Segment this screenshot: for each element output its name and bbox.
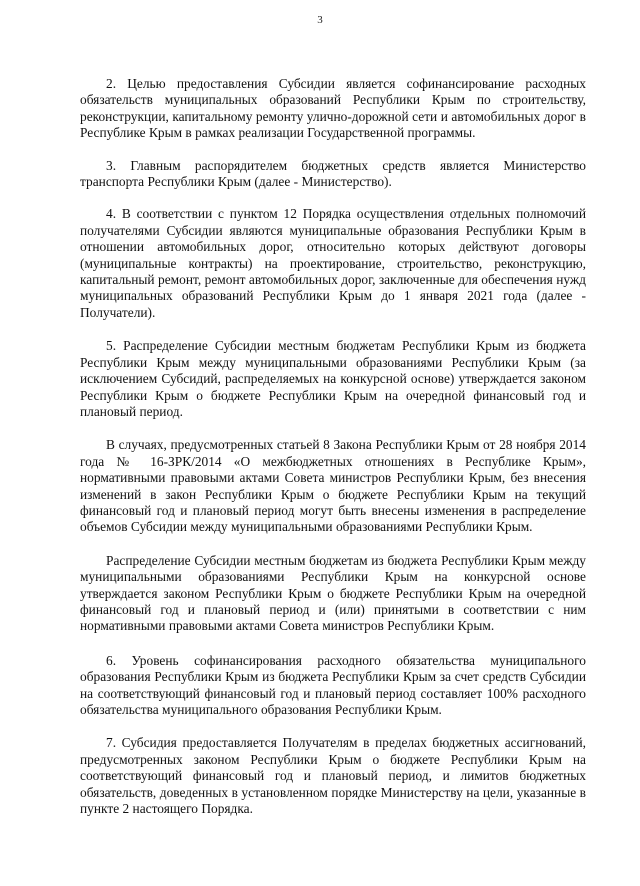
document-body (80, 76, 586, 817)
paragraph-4-recipients: 4. В соответствии с пунктом 12 Порядка осуществления отдельных полномочий получателями Субсидии являются муниципальные образования Республики Крым в отношении автомобильных дорог, относительно которых действуют договоры (муниципальные контракты) на проектирование, строительство, реконструкцию, капитальный ремонт, ремонт автомобильных дорог, заключенные для обеспечения нужд муниципальных образований Республики Крым до 1 января 2021 года (далее - Получатели). (80, 206, 586, 320)
paragraph-7-provision: 7. Субсидия предоставляется Получателям в пределах бюджетных ассигнований, предусмотренных законом Республики Крым о бюджете Республики Крым на соответствующий финансовый год и плановый период, и лимитов бюджетных обязательств, доведенных в установленном порядке Министерству на цели, указанные в пункте 2 настоящего Порядка. (80, 735, 586, 817)
paragraph-6-cofinancing-level: 6. Уровень софинансирования расходного обязательства муниципального образования Республики Крым из бюджета Республики Крым за счет средств Субсидии на соответствующий финансовый год и плановый период составляет 100% расходного обязательства муниципального образования Республики Крым. (80, 652, 586, 717)
page-number: 3 (317, 14, 323, 26)
paragraph-2-purpose: 2. Целью предоставления Субсидии является софинансирование расходных обязательств муниципальных образований Республики Крым по строительству, реконструкции, капитальному ремонту улично-дорожной сети и автомобильных дорог в Республике Крым в рамках реализации Государственной программы. (80, 76, 586, 141)
paragraph-5-distribution: 5. Распределение Субсидии местным бюджетам Республики Крым из бюджета Республики Крым между муниципальными образованиями Республики Крым (за исключением Субсидий, распределяемых на конкурсной основе) утверждается законом Республики Крым о бюджете Республики Крым на очередной финансовый год и плановый период. (80, 338, 586, 419)
paragraph-5-cases: В случаях, предусмотренных статьей 8 Закона Республики Крым от 28 ноября 2014 года № 16-ЗРК/2014 «О межбюджетных отношениях в Республике Крым», нормативными правовыми актами Совета министров Республики Крым, без внесения изменений в закон Республики Крым о бюджете Республики Крым на текущий финансовый год и плановый период могут быть внесены изменения в распределение объемов Субсидии между муниципальными образованиями Республики Крым. (80, 437, 586, 535)
paragraph-5-competitive-distribution: Распределение Субсидии местным бюджетам из бюджета Республики Крым между муниципальными образованиями Республики Крым на конкурсной основе утверждается законом Республики Крым о бюджете Республики Крым на очередной финансовый год и плановый период и (или) принятыми в соответствии с ним нормативными правовыми актами Совета министров Республики Крым. (80, 552, 586, 634)
paragraph-3-main-administrator: 3. Главным распорядителем бюджетных средств является Министерство транспорта Республики Крым (далее - Министерство). (80, 157, 586, 190)
